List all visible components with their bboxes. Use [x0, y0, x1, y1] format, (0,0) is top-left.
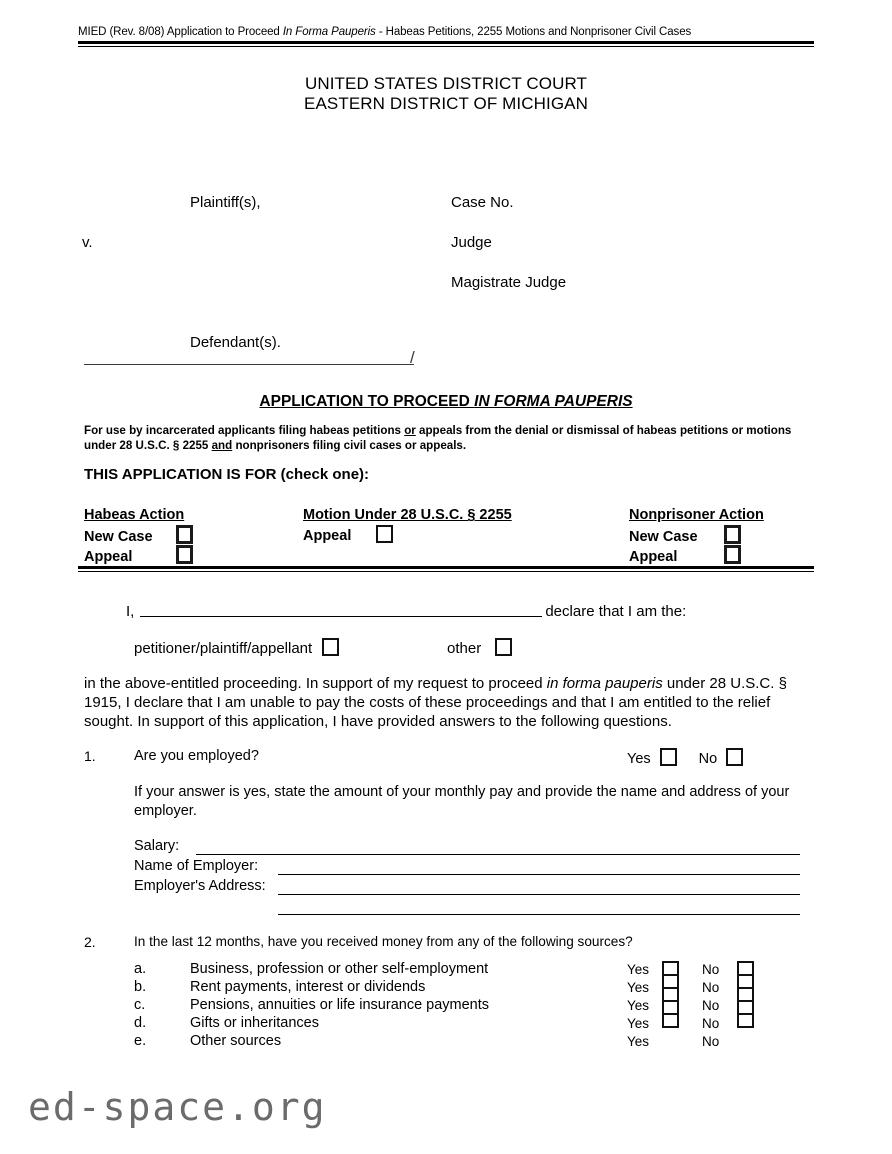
employer-address-label: Employer's Address:: [134, 878, 266, 894]
employer-address-input-line-2[interactable]: [278, 914, 800, 915]
question-2-item-c-label: Pensions, annuities or life insurance payments: [190, 997, 490, 1013]
option-motion-2255-appeal[interactable]: [303, 525, 512, 545]
question-1-subtext: If your answer is yes, state the amount of your monthly pay and provide the name and address of your employer.: [134, 784, 790, 819]
checkbox-question-2-item-e-yes[interactable]: [662, 1013, 679, 1028]
question-2-item-d-letter: d.: [134, 1015, 147, 1031]
question-2-item-b-letter: b.: [134, 979, 147, 995]
option-column-motion-2255-heading: Motion Under 28 U.S.C. § 2255: [303, 507, 512, 523]
salary-label: Salary:: [134, 838, 180, 854]
option-nonprisoner-appeal-label: Appeal: [629, 549, 678, 565]
question-2-item-c-yes-label: Yes: [627, 998, 650, 1013]
option-motion-2255-appeal-label: Appeal: [303, 528, 352, 544]
question-2-item-b-yes-label: Yes: [627, 980, 650, 995]
question-1-no-label: No: [698, 751, 718, 767]
option-habeas-new-case[interactable]: [84, 525, 193, 545]
declarant-name-input[interactable]: [140, 602, 542, 617]
checkbox-habeas-new-case[interactable]: [176, 525, 193, 544]
question-2-item-b-no-label: No: [702, 980, 720, 995]
declaration-paragraph-segment-1: in the above-entitled proceeding. In support of my request to proceed: [84, 675, 547, 692]
section-divider: [78, 566, 814, 573]
page-title-normal: APPLICATION TO PROCEED: [259, 393, 475, 410]
checkbox-nonprisoner-appeal[interactable]: [724, 545, 741, 564]
checkbox-question-2-item-e-no[interactable]: [737, 1013, 754, 1028]
intro-word-and: and: [211, 439, 233, 452]
question-2-yes-checkbox-column: [662, 961, 679, 1028]
caption-underline: [84, 364, 414, 365]
question-2-item-e-no-label: No: [702, 1034, 720, 1049]
question-2-item-d-yes-label: Yes: [627, 1016, 650, 1031]
form-header-prefix: MIED (Rev. 8/08) Application to Proceed: [78, 26, 283, 38]
role-petitioner-label: petitioner/plaintiff/appellant: [134, 640, 313, 657]
checkbox-question-1-no[interactable]: [726, 748, 743, 766]
question-2-item-d-no-label: No: [702, 1016, 720, 1031]
checkbox-motion-2255-appeal[interactable]: [376, 525, 393, 543]
employer-name-label: Name of Employer:: [134, 858, 259, 874]
declarant-name-row: [126, 602, 686, 620]
option-column-motion-2255: [303, 507, 512, 545]
checkbox-role-petitioner[interactable]: [322, 638, 339, 656]
question-2-item-c: [134, 997, 694, 1015]
question-2-item-b: [134, 979, 694, 997]
question-2-item-c-no-label: No: [702, 998, 720, 1013]
option-habeas-new-case-label: New Case: [84, 529, 153, 545]
role-other-label: other: [447, 640, 482, 657]
intro-word-or: or: [404, 424, 416, 437]
option-habeas-appeal-label: Appeal: [84, 549, 133, 565]
form-header-text: [78, 26, 814, 38]
question-2-item-e-letter: e.: [134, 1033, 147, 1049]
declaration-paragraph-italic: in forma pauperis: [546, 675, 663, 692]
header-divider-thick: [78, 41, 814, 44]
form-header-suffix: - Habeas Petitions, 2255 Motions and Nonprisoner Civil Cases: [375, 26, 692, 38]
option-column-nonprisoner-heading: Nonprisoner Action: [629, 507, 764, 523]
intro-segment-1: For use by incarcerated applicants filing habeas petitions: [84, 424, 405, 437]
intro-paragraph: [84, 423, 796, 453]
question-2-item-d-label: Gifts or inheritances: [190, 1015, 319, 1031]
form-header-italic: In Forma Pauperis: [282, 26, 376, 38]
caption-judge-label: Judge: [451, 234, 492, 251]
page-title-italic: IN FORMA PAUPERIS: [474, 393, 633, 410]
caption-case-number-label: Case No.: [451, 194, 514, 211]
option-nonprisoner-new-case[interactable]: [629, 525, 764, 545]
checkbox-nonprisoner-new-case[interactable]: [724, 525, 741, 544]
declarant-i-prefix: I,: [126, 603, 135, 620]
caption-plaintiff-label: Plaintiff(s),: [190, 194, 261, 211]
question-2-text: In the last 12 months, have you received money from any of the following sources?: [134, 934, 633, 949]
question-2-item-a-letter: a.: [134, 961, 147, 977]
option-column-habeas: [84, 507, 193, 565]
question-2-item-list: [134, 961, 694, 1051]
option-column-nonprisoner: [629, 507, 764, 565]
checkbox-role-other[interactable]: [495, 638, 512, 656]
question-1-yes-label: Yes: [627, 751, 651, 767]
checkbox-question-1-yes[interactable]: [660, 748, 677, 766]
option-habeas-appeal[interactable]: [84, 545, 193, 565]
question-1-answer-group: [627, 748, 743, 767]
site-watermark: ed-space.org: [28, 1085, 327, 1129]
question-1-number: 1.: [84, 748, 96, 764]
question-2-no-label-column: [702, 961, 719, 1051]
declarant-role-row: [134, 638, 512, 657]
question-2-item-a-no-label: No: [702, 962, 720, 977]
court-name-line-2: EASTERN DISTRICT OF MICHIGAN: [304, 94, 588, 113]
section-divider-thin: [78, 571, 814, 572]
question-2-item-b-label: Rent payments, interest or dividends: [190, 979, 426, 995]
question-2-item-a-yes-label: Yes: [627, 962, 650, 977]
intro-segment-3: nonprisoners filing civil cases or appeals.: [232, 439, 467, 452]
question-2-number: 2.: [84, 934, 96, 950]
question-2-item-e-yes-label: Yes: [627, 1034, 650, 1049]
caption-defendant-label: Defendant(s).: [190, 334, 281, 351]
caption-versus-label: v.: [82, 234, 93, 251]
question-2-item-c-letter: c.: [134, 997, 146, 1013]
option-nonprisoner-new-case-label: New Case: [629, 529, 698, 545]
court-name-line-1: UNITED STATES DISTRICT COURT: [304, 74, 588, 93]
header-divider-thin: [78, 46, 814, 47]
checkbox-habeas-appeal[interactable]: [176, 545, 193, 564]
question-2-item-a-label: Business, profession or other self-employment: [190, 961, 489, 977]
declarant-after-text: declare that I am the:: [545, 603, 687, 620]
caption-slash-mark: /: [410, 348, 415, 367]
option-nonprisoner-appeal[interactable]: [629, 545, 764, 565]
caption-magistrate-judge-label: Magistrate Judge: [451, 274, 567, 291]
employer-address-input-line-1[interactable]: [278, 894, 800, 895]
salary-input[interactable]: [196, 854, 800, 855]
section-divider-thick: [78, 566, 814, 569]
declaration-paragraph: [84, 674, 814, 731]
question-2-item-d: [134, 1015, 694, 1033]
question-2-item-e: [134, 1033, 694, 1051]
question-2-item-a: [134, 961, 694, 979]
declaration-paragraph-segment-2: under 28 U.S.C. § 1915, I declare that I am unable to pay the costs of these proceedings and that I am entitled to the relief sought. In support of this application, I have provided answers to the following questions.: [84, 675, 787, 730]
question-1-text: Are you employed?: [134, 748, 259, 764]
employer-name-input[interactable]: [278, 874, 800, 875]
question-2-no-checkbox-column: [737, 961, 754, 1028]
question-2-yes-label-column: [627, 961, 649, 1051]
application-for-heading: THIS APPLICATION IS FOR (check one):: [84, 466, 370, 483]
option-column-habeas-heading: Habeas Action: [84, 507, 185, 523]
intro-segment-2: appeals from the denial or dismissal of habeas petitions or motions under 28 U.S.C. § 2255: [84, 424, 792, 452]
question-2-item-e-label: Other sources: [190, 1033, 282, 1049]
page-title: [0, 393, 892, 411]
header-divider: [78, 41, 814, 48]
